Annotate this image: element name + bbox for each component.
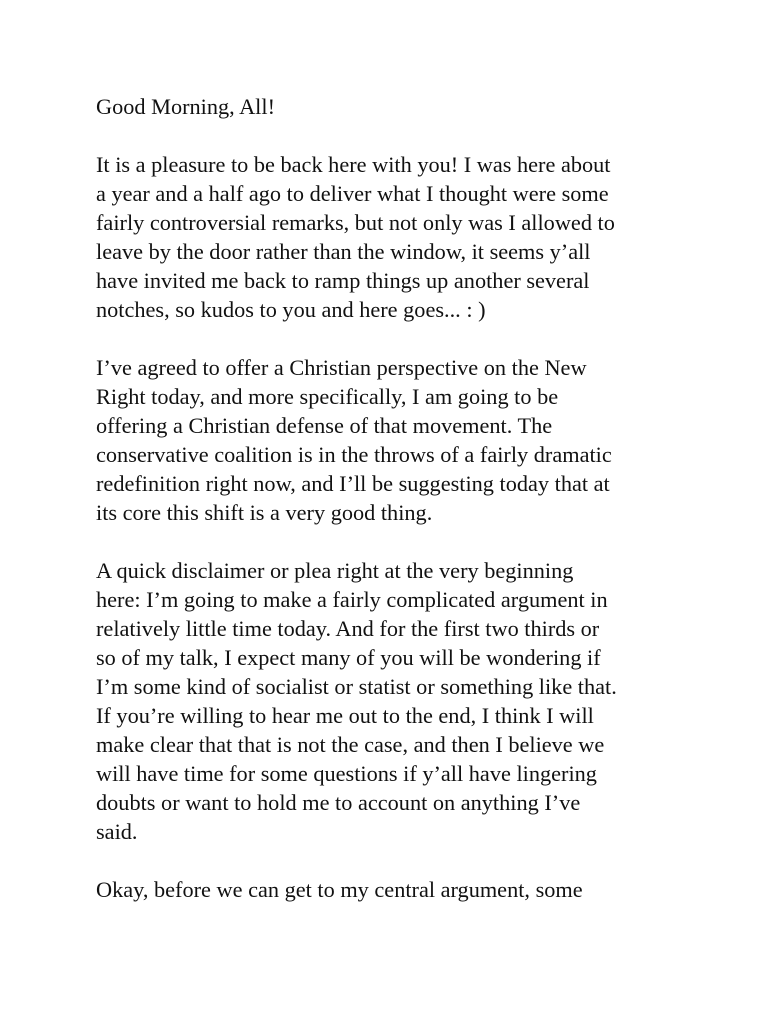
paragraph-line: relatively little time today. And for the first two thirds or xyxy=(96,616,600,641)
paragraph-line: Right today, and more specifically, I am going to be xyxy=(96,384,559,409)
paragraph-4 xyxy=(96,875,686,904)
paragraph-1 xyxy=(96,150,686,324)
paragraph-line: I’ve agreed to offer a Christian perspective on the New xyxy=(96,355,587,380)
paragraph-line: doubts or want to hold me to account on anything I’ve xyxy=(96,790,581,815)
paragraph-line: I’m some kind of socialist or statist or something like that. xyxy=(96,674,617,699)
document-body xyxy=(96,92,686,933)
paragraph-line: so of my talk, I expect many of you will be wondering if xyxy=(96,645,601,670)
greeting xyxy=(96,92,686,121)
paragraph-line: It is a pleasure to be back here with you! I was here about xyxy=(96,152,611,177)
paragraph-line: offering a Christian defense of that movement. The xyxy=(96,413,553,438)
paragraph-line: A quick disclaimer or plea right at the very beginning xyxy=(96,558,574,583)
paragraph-line: a year and a half ago to deliver what I thought were some xyxy=(96,181,609,206)
paragraph-line: make clear that that is not the case, and then I believe we xyxy=(96,732,605,757)
paragraph-line: Okay, before we can get to my central argument, some xyxy=(96,877,583,902)
paragraph-line: redefinition right now, and I’ll be suggesting today that at xyxy=(96,471,610,496)
paragraph-line: will have time for some questions if y’all have lingering xyxy=(96,761,597,786)
paragraph-line: If you’re willing to hear me out to the end, I think I will xyxy=(96,703,594,728)
paragraph-line: said. xyxy=(96,819,138,844)
paragraph-line: notches, so kudos to you and here goes... : ) xyxy=(96,297,486,322)
paragraph-line: leave by the door rather than the window, it seems y’all xyxy=(96,239,591,264)
paragraph-line: conservative coalition is in the throws of a fairly dramatic xyxy=(96,442,612,467)
paragraph-line: here: I’m going to make a fairly complicated argument in xyxy=(96,587,608,612)
paragraph-line: fairly controversial remarks, but not only was I allowed to xyxy=(96,210,615,235)
paragraph-3 xyxy=(96,556,686,846)
paragraph-line: its core this shift is a very good thing. xyxy=(96,500,433,525)
paragraph-2 xyxy=(96,353,686,527)
paragraph-line: have invited me back to ramp things up another several xyxy=(96,268,590,293)
greeting-line: Good Morning, All! xyxy=(96,94,275,119)
